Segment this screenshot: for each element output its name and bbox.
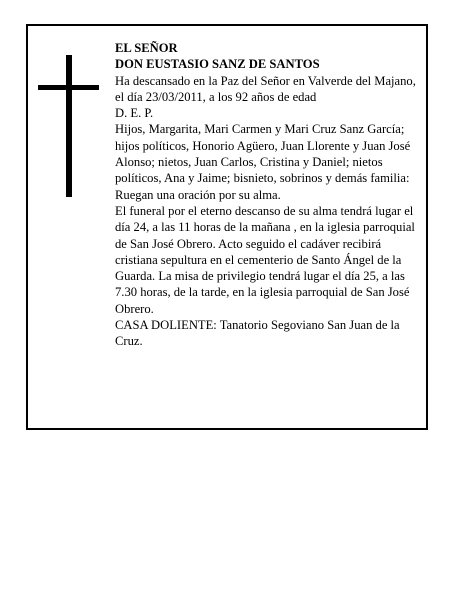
funeral-details: El funeral por el eterno descanso de su alma tendrá lugar el día 24, a las 11 horas de la mañana , en la iglesia parroquial de San José Obrero. Acto seguido el cadáver recibirá cristiana sepultura en el cementerio de Santo Ángel de la Guarda. La misa de privilegio tendrá lugar el día 25, a las 7.30 horas, de la tarde, en la iglesia parroquial de San José Obrero. — [115, 203, 415, 316]
deceased-name: DON EUSTASIO SANZ DE SANTOS — [115, 57, 320, 72]
obituary-card — [26, 24, 428, 430]
rest-in-peace: D. E. P. — [115, 106, 154, 121]
obituary-title: EL SEÑOR — [115, 41, 178, 55]
funeral-home: CASA DOLIENTE: Tanatorio Segoviano San Juan de la Cruz. — [115, 318, 400, 349]
prayer-request: Ruegan una oración por su alma. — [115, 187, 281, 202]
cross-vertical-bar — [66, 55, 72, 197]
family-list: Hijos, Margarita, Mari Carmen y Mari Cruz Sanz García; hijos políticos, Honorio Agüero, Juan Llorente y Juan José Alonso; nietos, Juan Carlos, Cristina y Daniel; nietos políticos, Ana y Jaime; bisnieto, sobrinos y demás familia: — [115, 122, 411, 186]
death-announcement: Ha descansado en la Paz del Señor en Valverde del Majano, el día 23/03/2011, a los 92 años de edad — [115, 73, 416, 104]
obituary-text — [115, 40, 421, 350]
cross-horizontal-bar — [38, 85, 99, 90]
